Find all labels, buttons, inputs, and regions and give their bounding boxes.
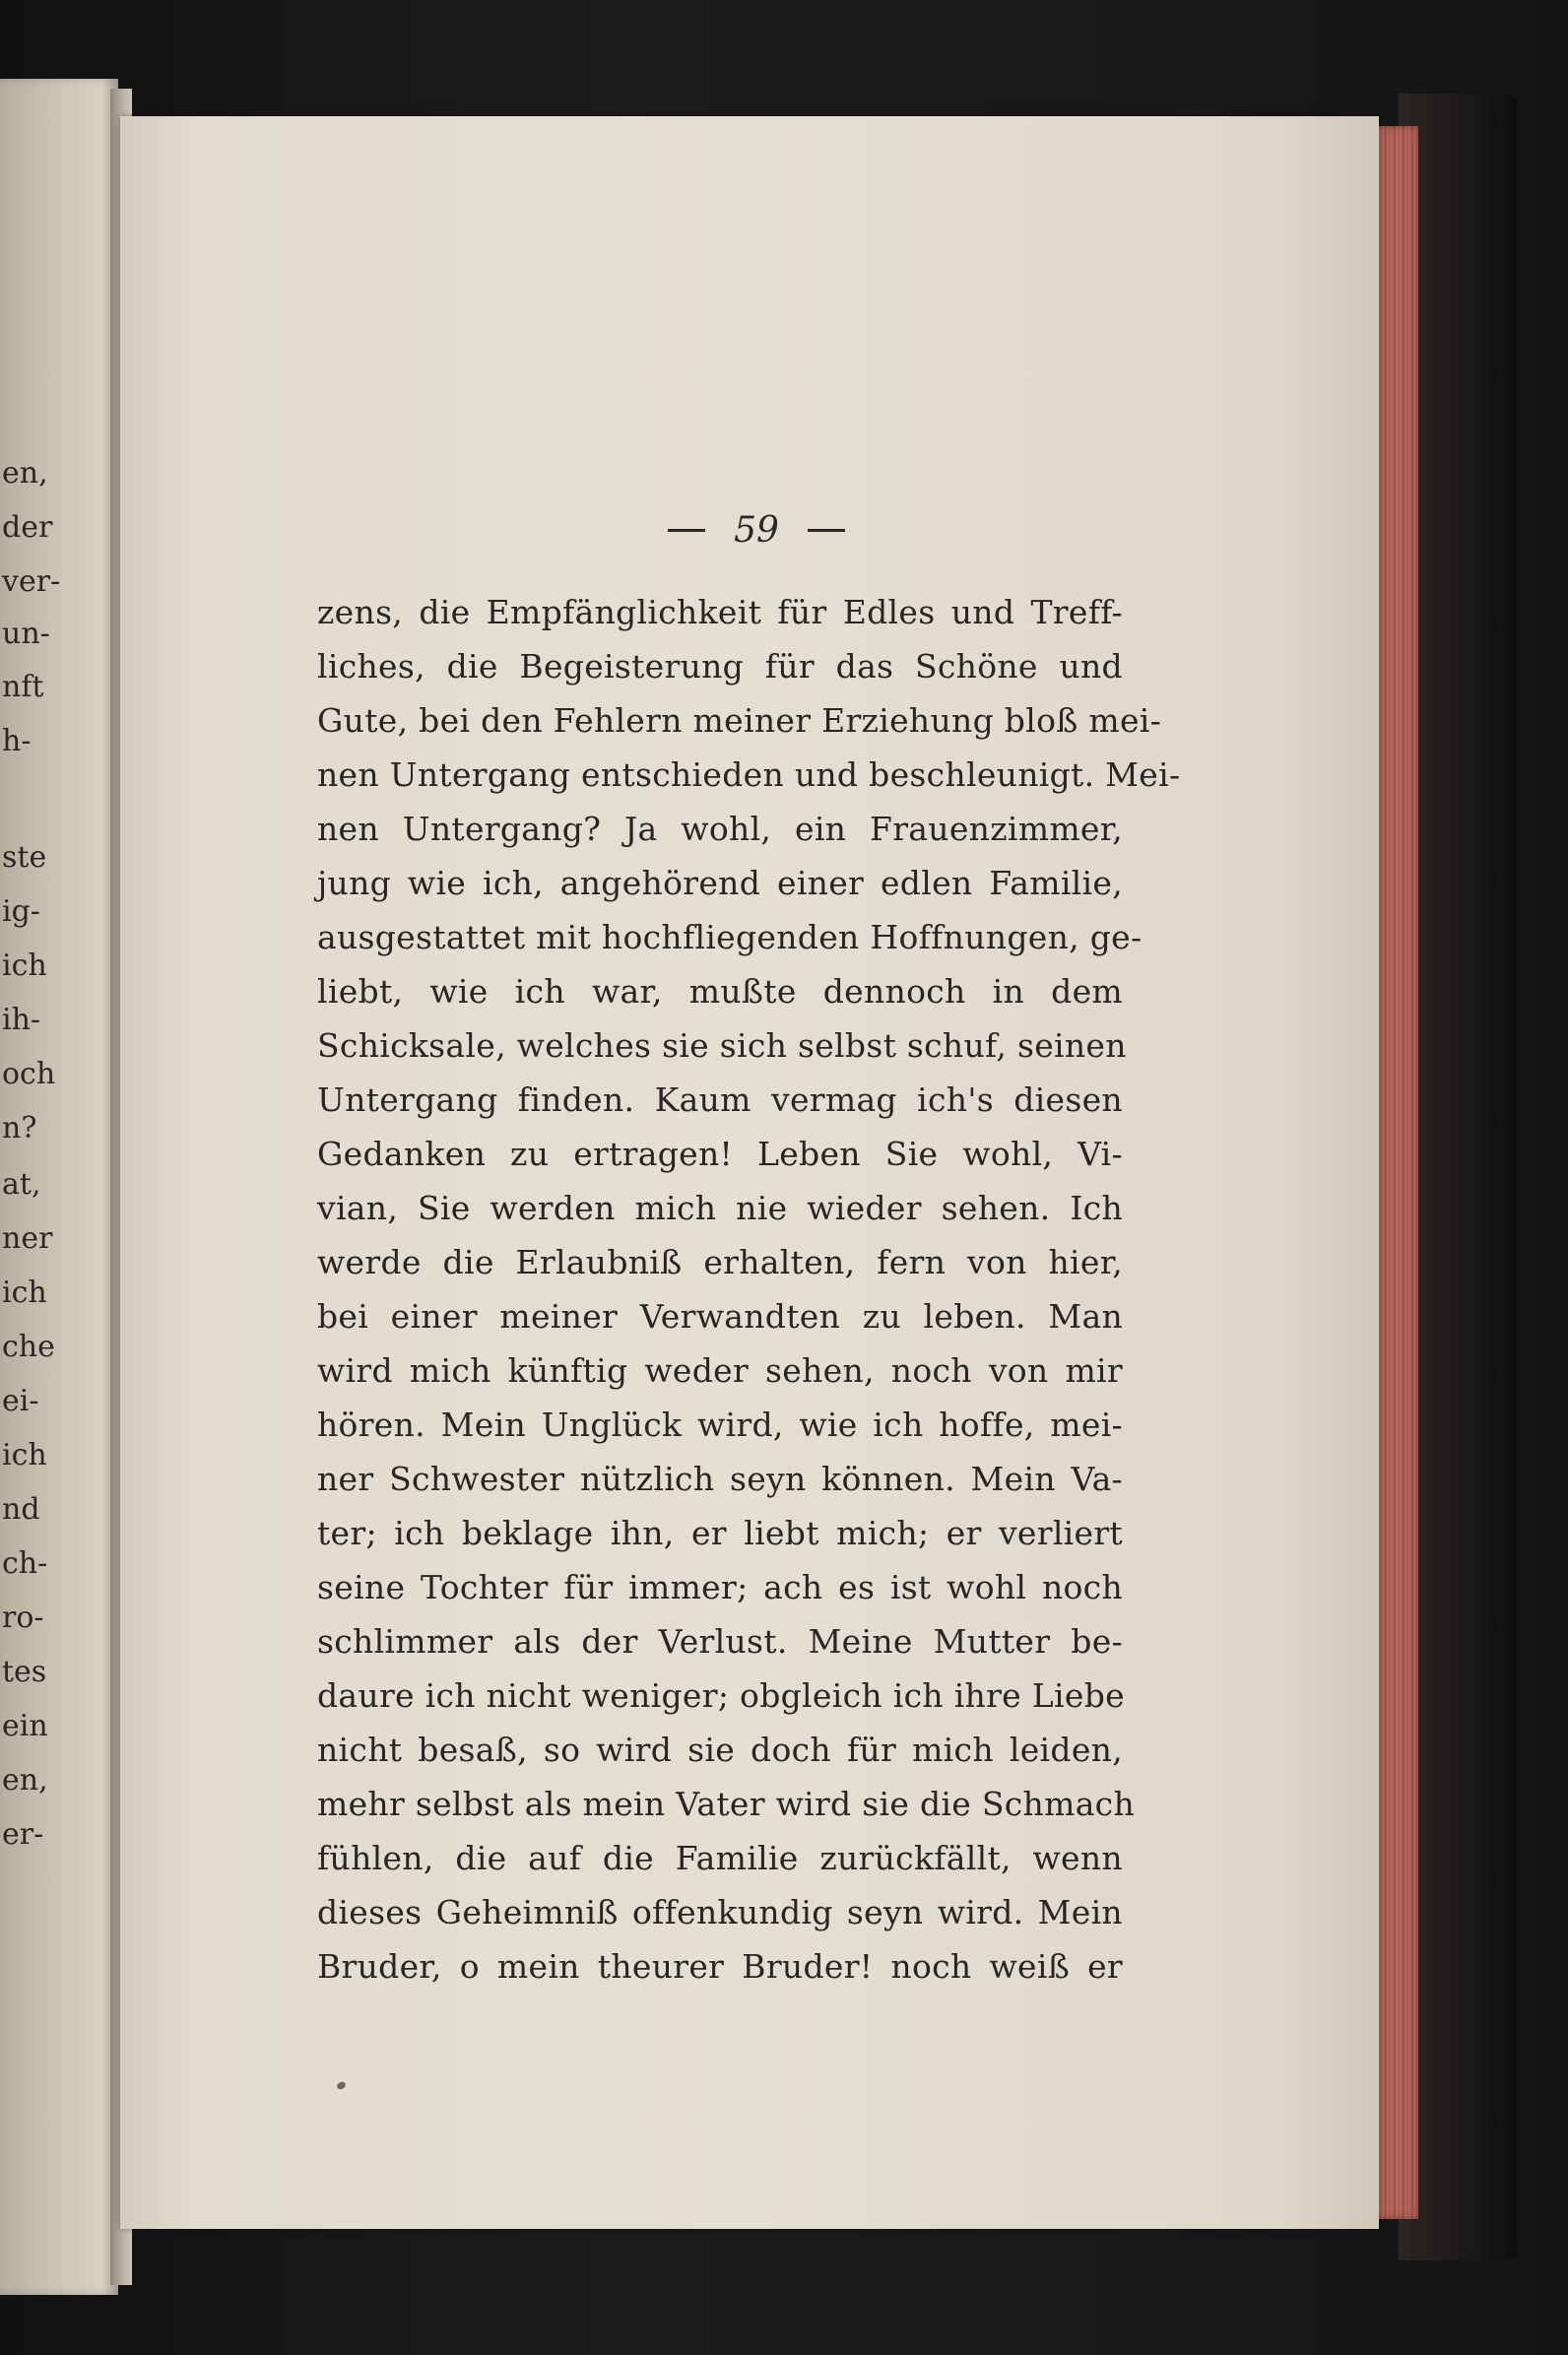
facing-page-fragment: en, [2, 456, 48, 491]
page-header [120, 510, 1393, 551]
text-line: werde die Erlaubniß erhalten, fern von hier, [317, 1243, 1123, 1281]
text-line: hören. Mein Unglück wird, wie ich hoffe, mei- [317, 1406, 1123, 1444]
facing-page-fragment: ih- [2, 1003, 41, 1037]
facing-page-fragment: ch- [2, 1546, 48, 1581]
text-line: daure ich nicht weniger; obgleich ich ihre Liebe [317, 1676, 1125, 1715]
text-line: Bruder, o mein theurer Bruder! noch weiß er [317, 1947, 1123, 1986]
text-line: mehr selbst als mein Vater wird sie die Schmach [317, 1785, 1136, 1823]
text-line: seine Tochter für immer; ach es ist wohl noch [317, 1568, 1123, 1606]
text-line: Gedanken zu ertragen! Leben Sie wohl, Vi- [317, 1135, 1123, 1173]
text-line: nen Untergang? Ja wohl, ein Frauenzimmer, [317, 810, 1123, 848]
text-line: vian, Sie werden mich nie wieder sehen. Ich [317, 1189, 1123, 1227]
facing-page-fragment: ver- [2, 564, 61, 599]
text-line: Untergang finden. Kaum vermag ich's diesen [317, 1080, 1123, 1119]
facing-page-fragment: nft [2, 670, 44, 704]
text-line: nicht besaß, so wird sie doch für mich leiden, [317, 1731, 1123, 1769]
page-number: 59 [734, 510, 779, 551]
text-line: Schicksale, welches sie sich selbst schuf, seinen [317, 1026, 1127, 1065]
text-line: bei einer meiner Verwandten zu leben. Man [317, 1297, 1123, 1336]
facing-page-fragment: der [2, 510, 53, 545]
header-rule-left [668, 529, 705, 532]
facing-page [0, 79, 118, 2295]
text-line: schlimmer als der Verlust. Meine Mutter be- [317, 1622, 1123, 1661]
body-text [317, 585, 1181, 1994]
text-line: liches, die Begeisterung für das Schöne und [317, 647, 1123, 686]
facing-page-fragment: ner [2, 1221, 53, 1256]
facing-page-fragment: er- [2, 1817, 44, 1852]
text-line: Gute, bei den Fehlern meiner Erziehung bloß mei- [317, 701, 1162, 740]
text-line: ausgestattet mit hochfliegenden Hoffnungen, ge- [317, 918, 1143, 956]
text-line: ter; ich beklage ihn, er liebt mich; er verliert [317, 1514, 1123, 1552]
text-line: dieses Geheimniß offenkundig seyn wird. Mein [317, 1893, 1123, 1931]
text-line: zens, die Empfänglichkeit für Edles und Treff- [317, 593, 1123, 631]
facing-page-fragment: en, [2, 1763, 48, 1798]
text-line: ner Schwester nützlich seyn können. Mein Va- [317, 1460, 1123, 1498]
facing-page-fragment: ich [2, 1276, 47, 1310]
facing-page-fragment: n? [2, 1111, 37, 1145]
header-rule-right [808, 529, 845, 532]
facing-page-fragment: che [2, 1330, 55, 1364]
facing-page-fragment: un- [2, 617, 50, 651]
facing-page-fragment: ein [2, 1709, 48, 1743]
facing-page-fragment: och [2, 1057, 56, 1091]
facing-page-fragment: ste [2, 840, 47, 875]
facing-page-fragment: ich [2, 949, 47, 983]
facing-page-fragment: ei- [2, 1384, 39, 1418]
text-line: jung wie ich, angehörend einer edlen Familie, [317, 864, 1123, 902]
facing-page-fragment: ig- [2, 894, 40, 929]
facing-page-fragment: nd [2, 1492, 40, 1527]
book-page [120, 116, 1379, 2229]
text-line: nen Untergang entschieden und beschleunigt. Mei- [317, 755, 1181, 794]
facing-page-fragment: ich [2, 1438, 47, 1472]
text-line: wird mich künftig weder sehen, noch von mir [317, 1351, 1123, 1390]
text-line: fühlen, die auf die Familie zurückfällt, wenn [317, 1839, 1123, 1877]
facing-page-fragment: tes [2, 1655, 47, 1689]
ink-mark [336, 2080, 347, 2090]
facing-page-fragment: h- [2, 724, 32, 758]
text-line: liebt, wie ich war, mußte dennoch in dem [317, 972, 1123, 1011]
facing-page-fragment: at, [2, 1167, 41, 1202]
facing-page-fragment: ro- [2, 1601, 44, 1635]
